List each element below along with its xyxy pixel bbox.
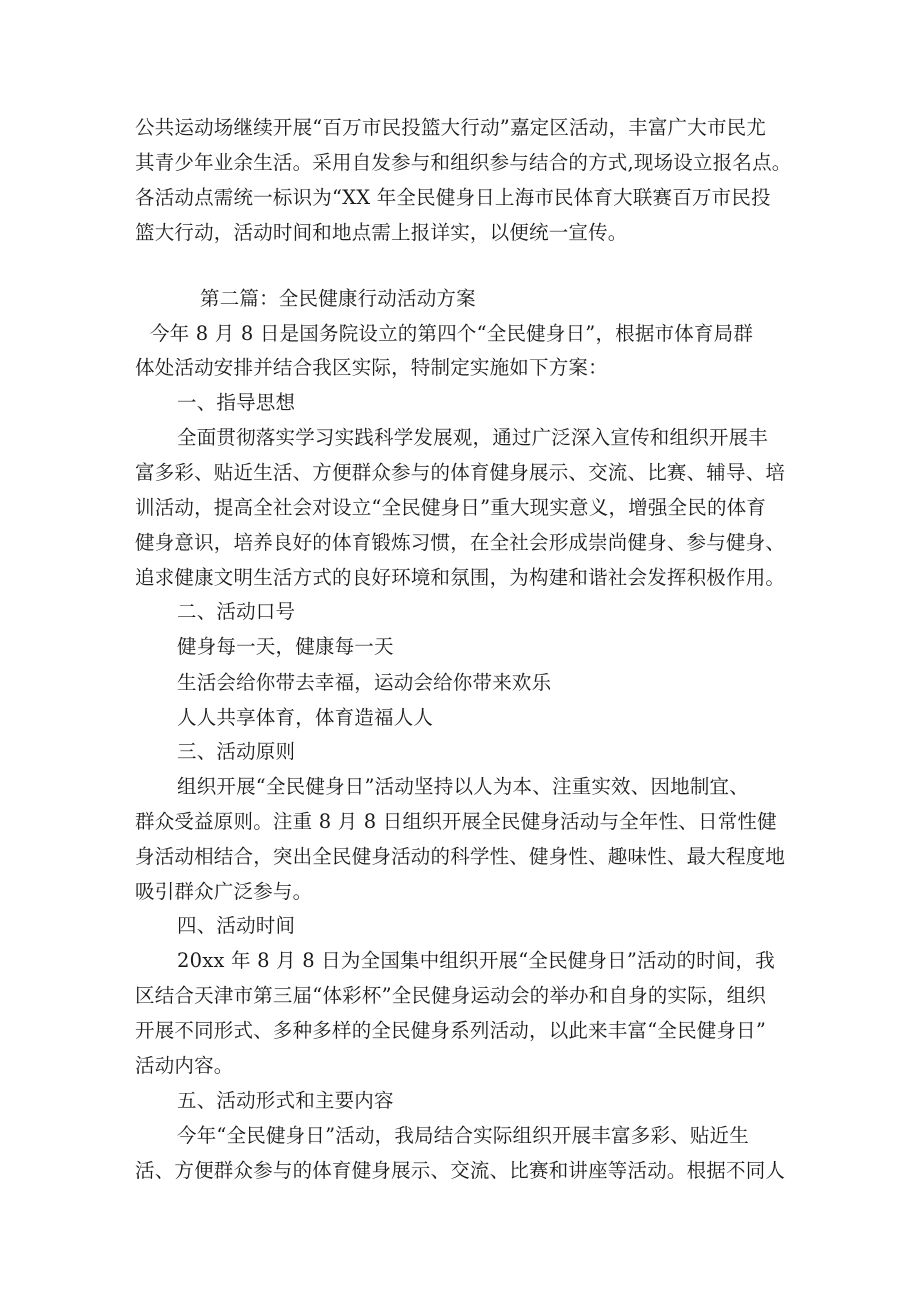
paragraph-line: 开展不同形式、多种多样的全民健身系列活动，以此来丰富“全民健身日” [135, 1019, 767, 1042]
paragraph-line: 富多彩、贴近生活、方便群众参与的体育健身展示、交流、比赛、辅导、培 [135, 461, 786, 484]
paragraph-line: 其青少年业余生活。采用自发参与和组织参与结合的方式,现场设立报名点。 [135, 151, 792, 174]
paragraph-line: 健身意识，培养良好的体育锻炼习惯，在全社会形成崇尚健身、参与健身、 [135, 531, 786, 554]
paragraph-line: 体处活动安排并结合我区实际，特制定实施如下方案： [135, 356, 608, 379]
slogan-line: 生活会给你带去幸福，运动会给你带来欢乐 [177, 671, 552, 694]
paragraph-line: 公共运动场继续开展“百万市民投篮大行动”嘉定区活动，丰富广大市民尤 [135, 116, 767, 139]
paragraph-line: 组织开展“全民健身日”活动坚持以人为本、注重实效、因地制宜、 [177, 775, 749, 798]
paragraph-line: 群众受益原则。注重 8 月 8 日组织开展全民健身活动与全年性、日常性健 [135, 810, 777, 833]
paragraph-line: 各活动点需统一标识为“XX 年全民健身日上海市民体育大联赛百万市民投 [135, 186, 771, 209]
heading-form-content: 五、活动形式和主要内容 [177, 1089, 394, 1112]
paragraph-line: 追求健康文明生活方式的良好环境和氛围，为构建和谐社会发挥积极作用。 [135, 566, 786, 589]
heading-principles: 三、活动原则 [177, 740, 296, 763]
paragraph-line: 身活动相结合，突出全民健身活动的科学性、健身性、趣味性、最大程度地 [135, 845, 786, 868]
paragraph-line: 区结合天津市第三届“体彩杯”全民健身运动会的举办和自身的实际，组织 [135, 984, 767, 1007]
section-title: 第二篇：全民健康行动活动方案 [200, 287, 476, 310]
paragraph-line: 20xx 年 8 月 8 日为全国集中组织开展“全民健身日”活动的时间，我 [177, 949, 775, 972]
heading-time: 四、活动时间 [177, 914, 296, 937]
paragraph-line: 活动内容。 [135, 1054, 234, 1077]
paragraph-line: 今年 8 月 8 日是国务院设立的第四个“全民健身日”，根据市体育局群 [150, 322, 754, 345]
heading-slogan: 二、活动口号 [177, 600, 296, 623]
heading-guiding-thought: 一、指导思想 [177, 391, 296, 414]
paragraph-line: 训活动，提高全社会对设立“全民健身日”重大现实意义，增强全民的体育 [135, 496, 767, 519]
paragraph-line: 吸引群众广泛参与。 [135, 880, 313, 903]
paragraph-line: 全面贯彻落实学习实践科学发展观，通过广泛深入宣传和组织开展丰 [177, 426, 769, 449]
slogan-line: 人人共享体育，体育造福人人 [177, 706, 434, 729]
slogan-line: 健身每一天，健康每一天 [177, 635, 394, 658]
paragraph-line: 活、方便群众参与的体育健身展示、交流、比赛和讲座等活动。根据不同人 [135, 1159, 786, 1182]
paragraph-line: 今年“全民健身日”活动，我局结合实际组织开展丰富多彩、贴近生 [177, 1124, 749, 1147]
paragraph-line: 篮大行动，活动时间和地点需上报详实，以便统一宣传。 [135, 221, 628, 244]
